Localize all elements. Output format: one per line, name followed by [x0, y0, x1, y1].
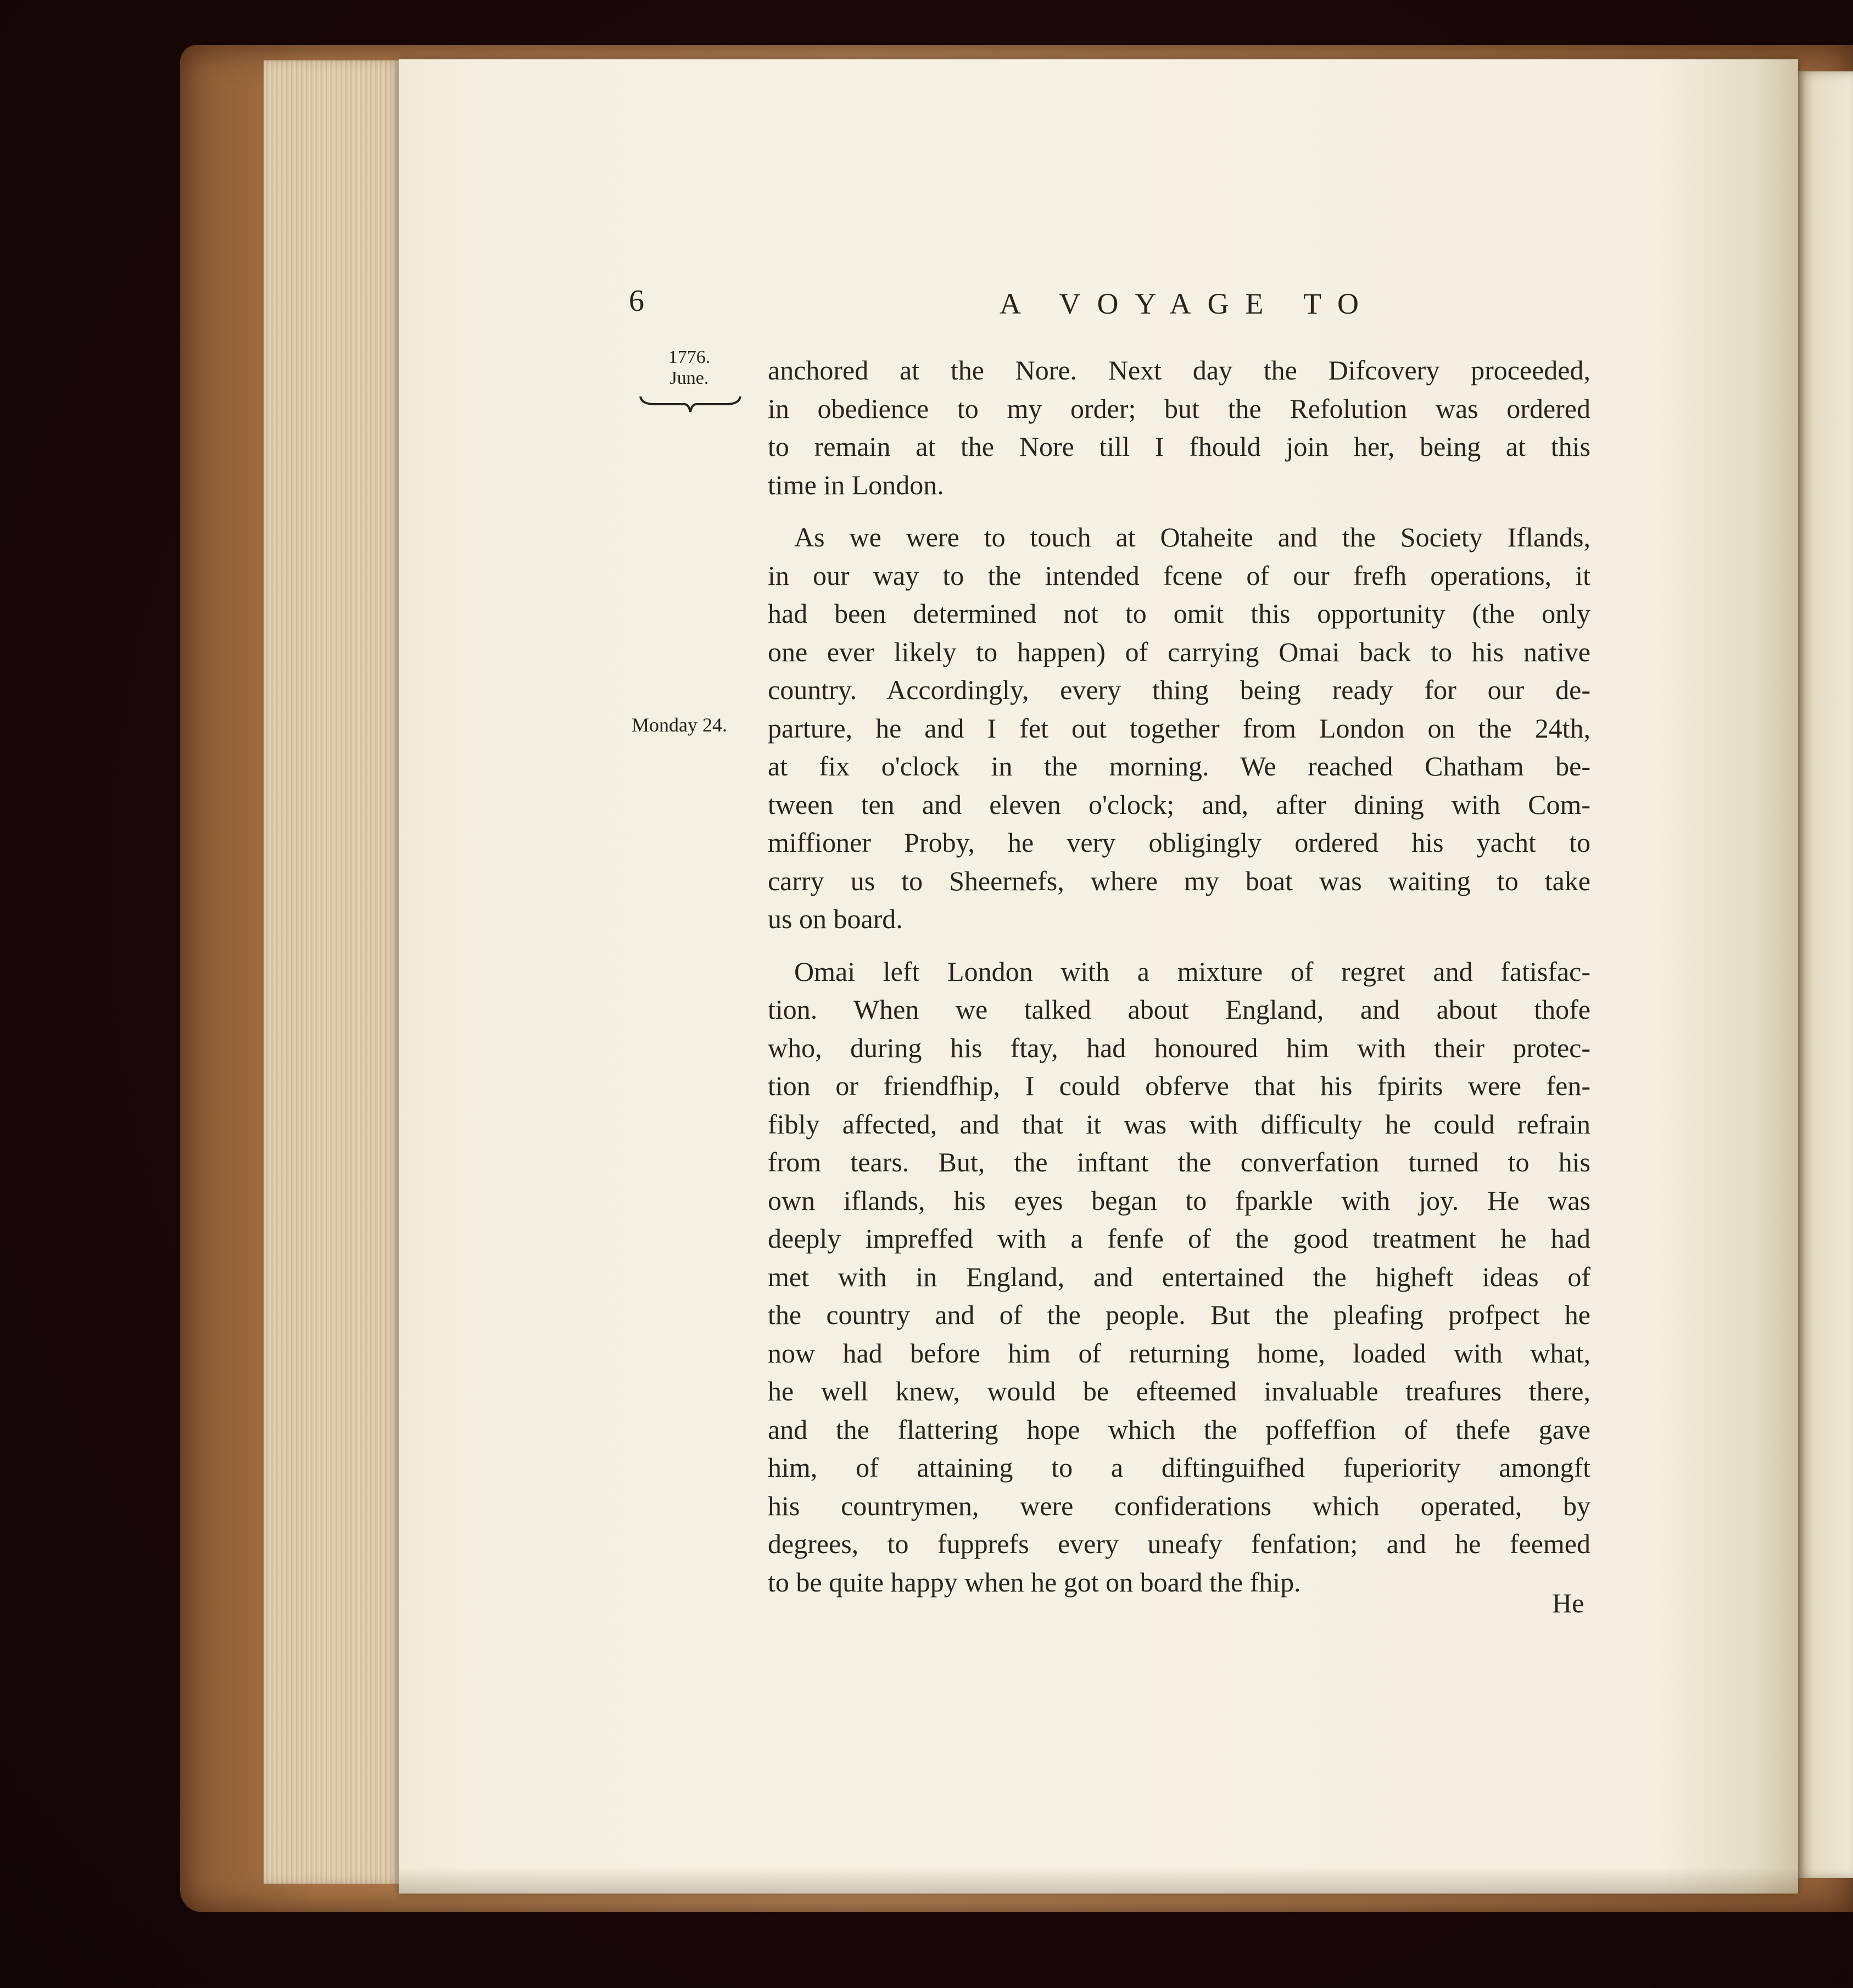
page-edges — [264, 60, 401, 1884]
margin-note-monday: Monday 24. — [632, 714, 727, 736]
text-line: one ever likely to happen) of carrying Omai back to his native — [768, 636, 1590, 667]
text-line: Omai left London with a mixture of regret and fatisfac- — [794, 956, 1590, 987]
margin-note-date — [659, 347, 719, 389]
text-line: country. Accordingly, every thing being ready for our de- — [768, 674, 1590, 705]
margin-brace-icon — [638, 393, 743, 415]
text-line: parture, he and I fet out together from London on the 24th, — [768, 712, 1590, 744]
text-line: now had before him of returning home, loaded with what, — [768, 1337, 1590, 1369]
body-text — [768, 351, 1590, 1601]
running-head: A VOYAGE TO — [1000, 287, 1376, 320]
text-line: in our way to the intended fcene of our frefh operations, it — [768, 560, 1590, 591]
margin-month: June. — [669, 368, 709, 388]
text-line: in obedience to my order; but the Refolution was ordered — [768, 393, 1590, 424]
text-line: tion or friendfhip, I could obferve that his fpirits were fen- — [768, 1070, 1590, 1101]
text-line: tween ten and eleven o'clock; and, after dining with Com- — [768, 789, 1590, 820]
text-line: his countrymen, were confiderations which operated, by — [768, 1490, 1590, 1521]
text-line: from tears. But, the inftant the converfation turned to his — [768, 1147, 1590, 1177]
text-line: As we were to touch at Otaheite and the Society Iflands, — [794, 522, 1590, 552]
text-line: fibly affected, and that it was with difficulty he could refrain — [768, 1108, 1590, 1140]
margin-year: 1776. — [668, 347, 711, 367]
text-line: us on board. — [768, 903, 903, 934]
text-line: deeply impreffed with a fenfe of the good treatment he had — [768, 1223, 1590, 1254]
catchword: He — [1552, 1588, 1584, 1618]
text-line: tion. When we talked about England, and about thofe — [768, 994, 1590, 1025]
facing-page-edge — [1796, 71, 1853, 1878]
paragraph — [768, 351, 1590, 504]
text-line: carry us to Sheernefs, where my boat was waiting to take — [768, 865, 1590, 896]
text-line: own iflands, his eyes began to fparkle with joy. He was — [768, 1185, 1590, 1216]
text-line: time in London. — [768, 469, 944, 500]
paragraph-gap — [768, 939, 1590, 953]
text-line: to remain at the Nore till I fhould join her, being at this — [768, 431, 1590, 462]
page-number: 6 — [629, 284, 644, 318]
text-line: anchored at the Nore. Next day the Difcovery proceeded, — [768, 355, 1590, 386]
paragraph — [768, 518, 1590, 939]
text-line: the country and of the people. But the pleafing profpect he — [768, 1299, 1590, 1330]
text-line: and the flattering hope which the poffeffion of thefe gave — [768, 1414, 1590, 1445]
text-line: degrees, to fupprefs every uneafy fenfation; and he feemed — [768, 1528, 1590, 1559]
text-line: who, during his ftay, had honoured him with their protec- — [768, 1032, 1590, 1063]
text-line: him, of attaining to a diftinguifhed fuperiority amongft — [768, 1452, 1590, 1483]
page-bottom-shadow — [399, 1867, 1798, 1894]
text-line: to be quite happy when he got on board the fhip. — [768, 1566, 1301, 1598]
paragraph — [768, 953, 1590, 1602]
text-line: miffioner Proby, he very obligingly ordered his yacht to — [768, 827, 1590, 858]
text-line: at fix o'clock in the morning. We reached Chatham be- — [768, 751, 1590, 781]
paragraph-gap — [768, 504, 1590, 518]
text-line: met with in England, and entertained the higheft ideas of — [768, 1261, 1590, 1292]
text-line: had been determined not to omit this opportunity (the only — [768, 598, 1590, 629]
text-line: he well knew, would be efteemed invaluable treafures there, — [768, 1376, 1590, 1406]
